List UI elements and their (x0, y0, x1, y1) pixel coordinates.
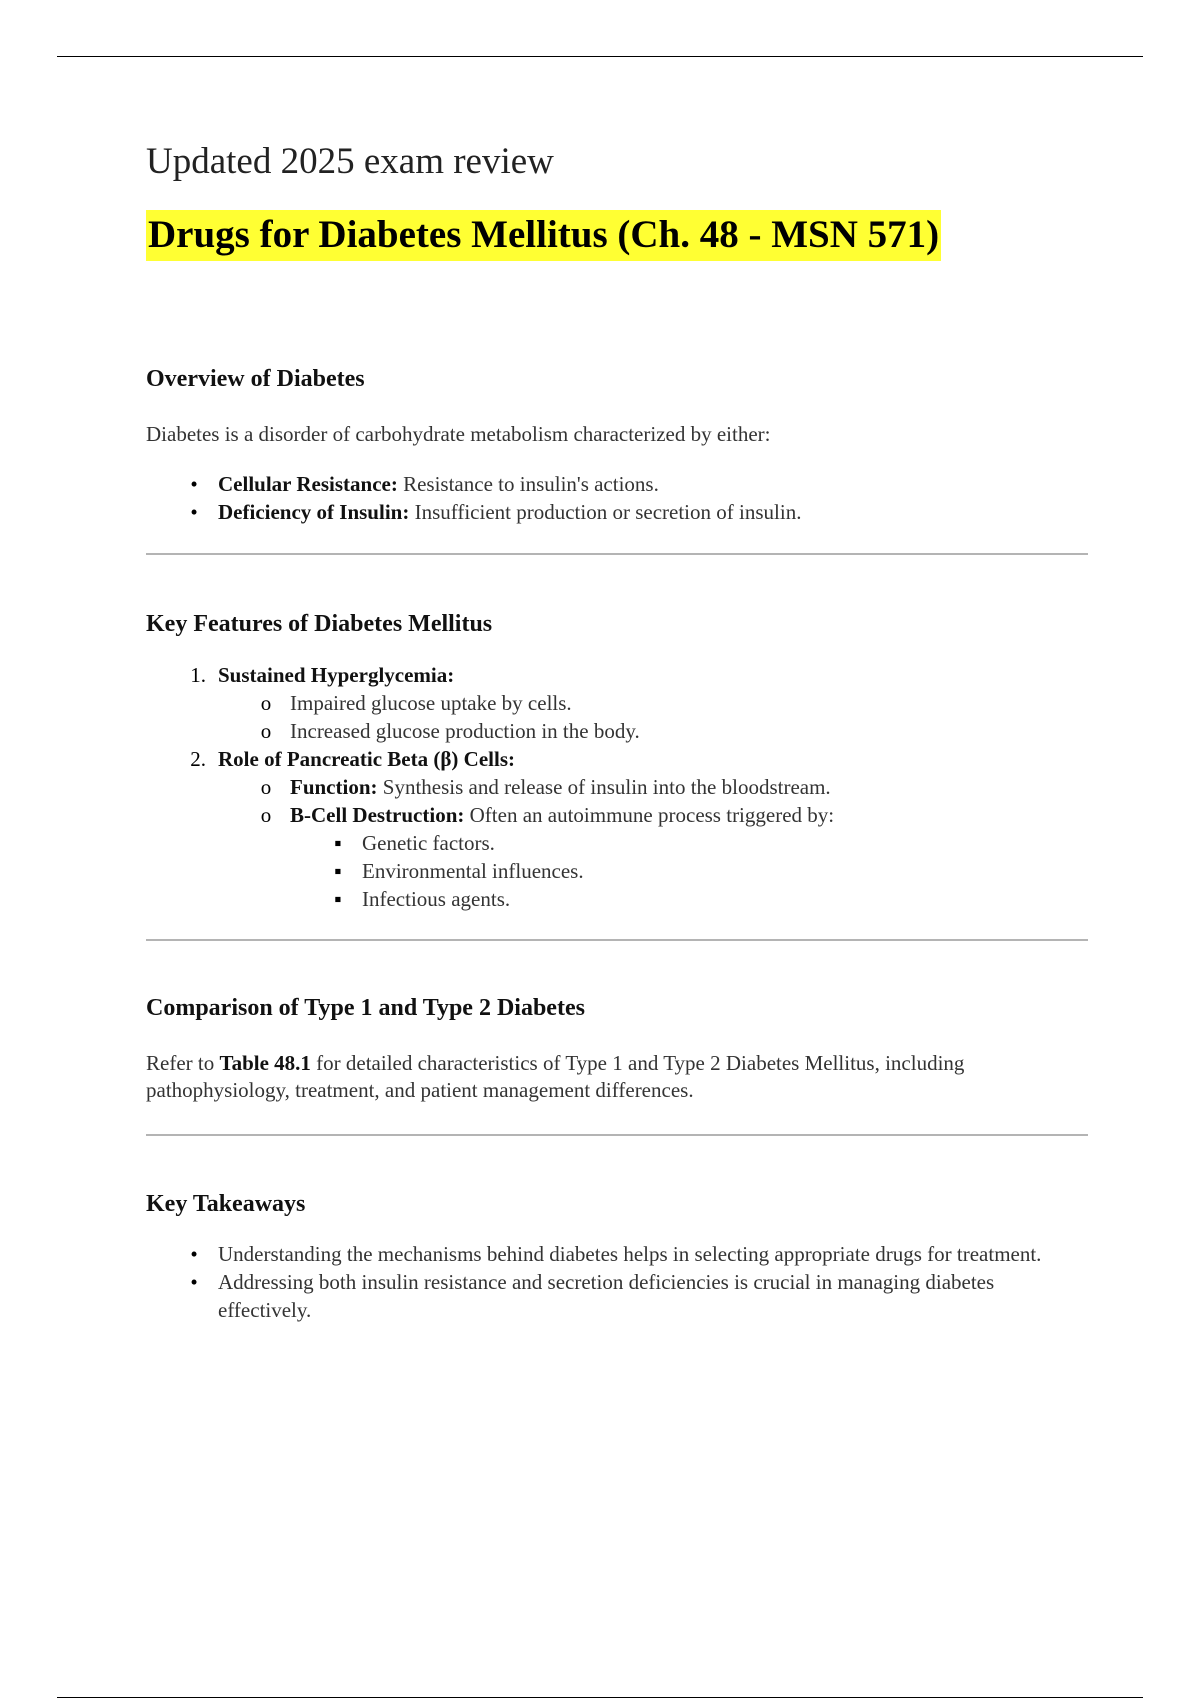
overview-intro: Diabetes is a disorder of carbohydrate metabolism characterized by either: (146, 421, 771, 446)
trigger-text: Genetic factors. (362, 830, 495, 855)
trigger-text: Infectious agents. (362, 886, 511, 911)
square-marker: ▪ (334, 858, 342, 883)
circle-marker: o (260, 774, 272, 799)
term-text: Synthesis and release of insulin into the bloodstream. (377, 774, 831, 799)
list-item (146, 857, 1088, 885)
comparison-heading: Comparison of Type 1 and Type 2 Diabetes (146, 994, 585, 1021)
document-title: Drugs for Diabetes Mellitus (Ch. 48 - MSN 571) (146, 210, 941, 261)
list-item (146, 717, 1088, 745)
trigger-text: Environmental influences. (362, 858, 584, 883)
list-item (146, 470, 1088, 498)
list-item (146, 885, 1088, 913)
sub-item-text: Increased glucose production in the body. (290, 718, 640, 743)
sub-item-text: Impaired glucose uptake by cells. (290, 690, 572, 715)
overview-list (146, 470, 1088, 526)
list-item (146, 773, 1088, 801)
page-top-rule (57, 56, 1143, 57)
takeaways-heading: Key Takeaways (146, 1190, 306, 1217)
section-divider (146, 1134, 1088, 1136)
square-marker: ▪ (334, 830, 342, 855)
list-item (146, 829, 1088, 857)
feature-label: Sustained Hyperglycemia: (218, 662, 455, 687)
list-item (146, 745, 1088, 773)
document-page (146, 140, 1088, 1324)
bullet-marker: • (190, 499, 198, 524)
features-section (146, 610, 1088, 913)
term-text: Often an autoimmune process triggered by: (464, 802, 835, 827)
list-item (146, 661, 1088, 689)
list-item (146, 1268, 1088, 1324)
term-label: Deficiency of Insulin: (218, 499, 410, 524)
list-item (146, 498, 1088, 526)
takeaways-list (146, 1240, 1088, 1324)
square-marker: ▪ (334, 886, 342, 911)
document-subtitle: Updated 2025 exam review (146, 141, 554, 182)
takeaways-section (146, 1190, 1088, 1325)
bullet-marker: • (190, 1242, 198, 1267)
comparison-paragraph (146, 1050, 1088, 1104)
list-number: 2. (190, 746, 206, 771)
paragraph-text: for detailed characteristics of Type 1 and Type 2 Diabetes Mellitus, including pathophysiology, treatment, and patient management differences. (146, 1050, 965, 1102)
bullet-marker: • (190, 471, 198, 496)
circle-marker: o (260, 718, 272, 743)
section-divider (146, 553, 1088, 555)
section-divider (146, 939, 1088, 941)
term-text: Insufficient production or secretion of insulin. (409, 499, 802, 524)
features-list (146, 661, 1088, 913)
takeaway-text: Addressing both insulin resistance and secretion deficiencies is crucial in managing diabetes effectively. (218, 1270, 995, 1323)
term-label: B-Cell Destruction: (290, 802, 465, 827)
page-bottom-rule (57, 1697, 1143, 1698)
term-label: Function: (290, 774, 378, 799)
list-item (146, 689, 1088, 717)
circle-marker: o (260, 690, 272, 715)
takeaway-text: Understanding the mechanisms behind diabetes helps in selecting appropriate drugs for treatment. (218, 1242, 1042, 1267)
term-text: Resistance to insulin's actions. (397, 471, 659, 496)
feature-label: Role of Pancreatic Beta (β) Cells: (218, 746, 515, 771)
list-number: 1. (190, 662, 206, 687)
overview-heading: Overview of Diabetes (146, 366, 365, 393)
paragraph-text: Refer to (146, 1050, 220, 1075)
list-item (146, 801, 1088, 829)
comparison-section (146, 994, 1088, 1104)
bullet-marker: • (190, 1270, 198, 1295)
list-item (146, 1240, 1088, 1268)
features-heading: Key Features of Diabetes Mellitus (146, 610, 493, 637)
circle-marker: o (260, 802, 272, 827)
overview-section (146, 365, 1088, 526)
term-label: Cellular Resistance: (218, 471, 398, 496)
table-reference: Table 48.1 (219, 1050, 311, 1075)
